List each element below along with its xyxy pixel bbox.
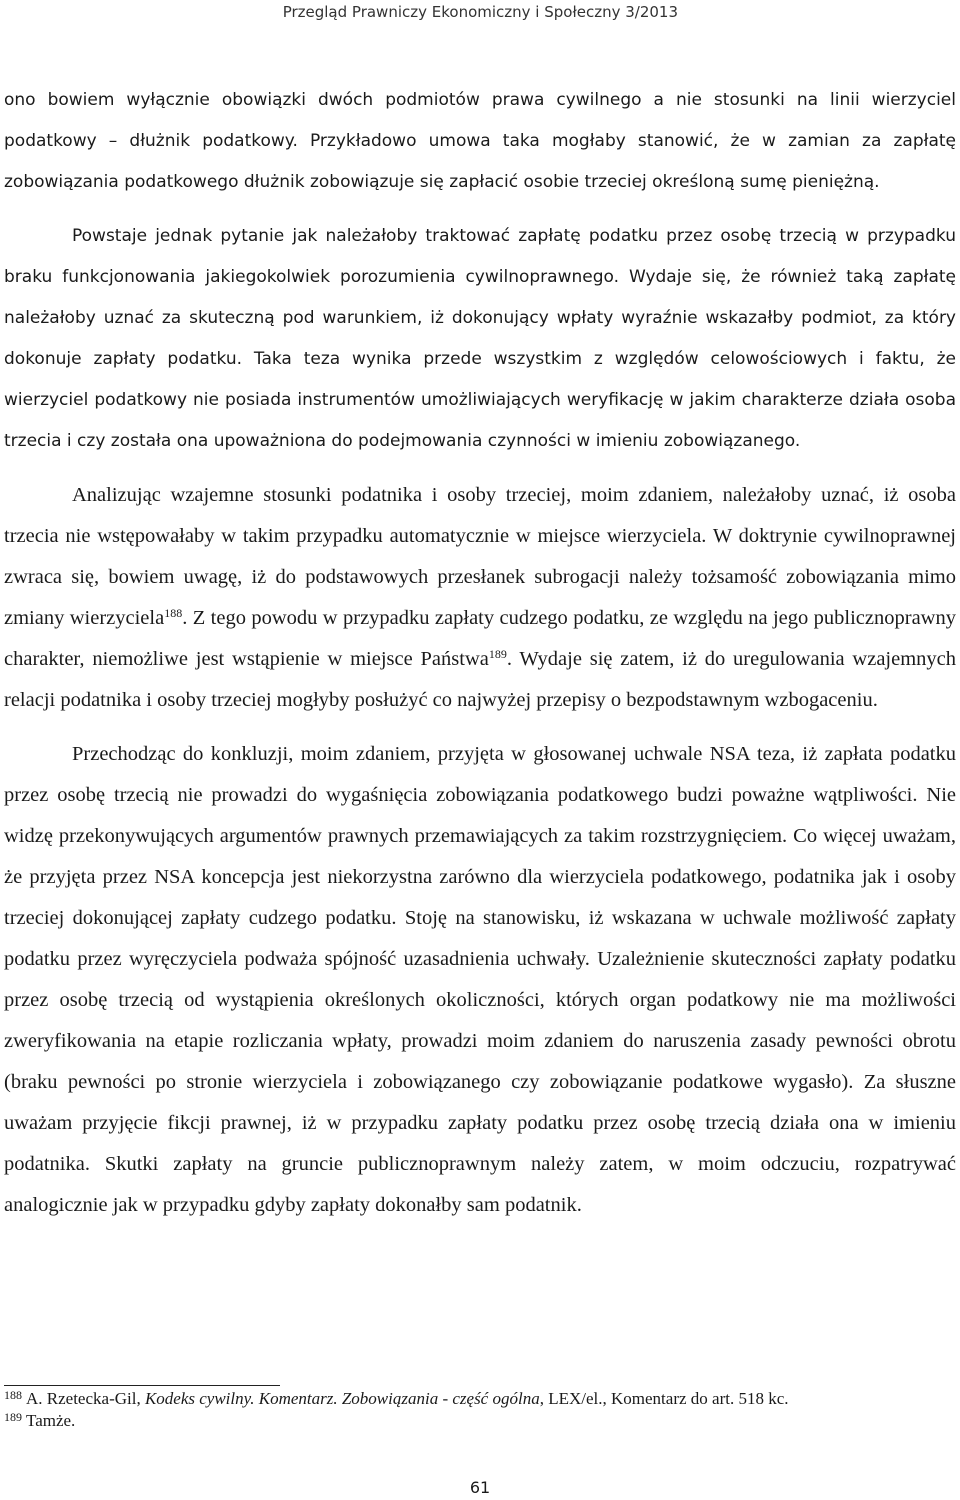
- footnote-188: [4, 1388, 954, 1410]
- paragraph-3-part-2: . Z tego powodu w przypadku zapłaty cudzego podatku, ze względu na jego publicznoprawny charakter, niemożliwe jest wstąpienie w miejsce Państwa: [4, 607, 956, 670]
- main-text: [4, 80, 956, 1226]
- page-number: 61: [469, 1478, 491, 1497]
- footnote-text: A. Rzetecka-Gil,: [26, 1389, 145, 1408]
- footnote-number: 189: [4, 1409, 22, 1424]
- paragraph-4: Przechodząc do konkluzji, moim zdaniem, przyjęta w głosowanej uchwale NSA teza, iż zapłata podatku przez osobę trzecią nie prowadzi do wygaśnięcia zobowiązania podatkowego budzi poważne wątpliwości. Nie widzę przekonywujących argumentów prawnych przemawiających za takim rozstrzygnięciem. Co więcej uważam, że przyjęta przez NSA koncepcja jest niekorzystna zarówno dla wierzyciela podatkowego, podatnika jak i osoby trzeciej dokonującej zapłaty cudzego podatku. Stoję na stanowisku, iż wskazana w uchwale możliwość zapłaty podatku przez wyręczyciela podważa spójność uzasadnienia uchwały. Uzależnienie skuteczności zapłaty podatku przez osobę trzecią od wystąpienia określonych okoliczności, których organ podatkowy nie ma możliwości zweryfikowania na etapie rozliczania wpłaty, prowadzi moim zdaniem do naruszenia zasady pewności obrotu (braku pewności po stronie wierzyciela i zobowiązanego czy zobowiązanie podatkowe wygasło). Za słuszne uważam przyjęcie fikcji prawnej, iż w przypadku zapłaty podatku przez osobę trzecią działa ona w imieniu podatnika. Skutki zapłaty na gruncie publicznoprawnym należy zatem, w moim odczuciu, rozpatrywać analogicznie jak w przypadku gdyby zapłaty dokonałby sam podatnik.: [4, 743, 956, 1216]
- footnote-separator: [4, 1385, 280, 1386]
- paragraph-3-part-1: Analizując wzajemne stosunki podatnika i osoby trzeciej, moim zdaniem, należałoby uznać, iż osoba trzecia nie wstępowałaby w takim przypadku automatycznie w miejsce wierzyciela. W doktrynie cywilnoprawnej zwraca się, bowiem uwagę, iż do podstawowych przesłanek subrogacji należy tożsamość zobowiązania mimo zmiany wierzyciela: [4, 484, 956, 629]
- running-header: Przegląd Prawniczy Ekonomiczny i Społeczny 3/2013: [282, 3, 678, 21]
- footnote-ref-189[interactable]: 189: [488, 646, 507, 661]
- paragraph-3: [4, 475, 956, 721]
- footnote-ref-188[interactable]: 188: [164, 605, 183, 620]
- footnote-text: , LEX/el., Komentarz do art. 518 kc.: [539, 1389, 789, 1408]
- footnotes: [4, 1388, 954, 1432]
- footnote-text: Tamże.: [26, 1411, 76, 1430]
- paragraph-3-part-3: . Wydaje się zatem, iż do uregulowania wzajemnych relacji podatnika i osoby trzeciej mogłyby posłużyć co najwyżej przepisy o bezpodstawnym wzbogaceniu.: [4, 648, 957, 711]
- paragraph-2: Powstaje jednak pytanie jak należałoby traktować zapłatę podatku przez osobę trzecią w przypadku braku funkcjonowania jakiegokolwiek porozumienia cywilnoprawnego. Wydaje się, że również taką zapłatę należałoby uznać za skuteczną pod warunkiem, iż dokonujący wpłaty wyraźnie wskazałby podmiot, za który dokonuje zapłaty podatku. Taka teza wynika przede wszystkim z względów celowościowych i faktu, że wierzyciel podatkowy nie posiada instrumentów umożliwiających weryfikację w jakim charakterze działa osoba trzecia i czy została ona upoważniona do podejmowania czynności w imieniu zobowiązanego.: [4, 226, 956, 451]
- footnote-189: [4, 1410, 954, 1432]
- footnote-title: Kodeks cywilny. Komentarz. Zobowiązania - część ogólna: [144, 1389, 540, 1408]
- paragraph-1: ono bowiem wyłącznie obowiązki dwóch podmiotów prawa cywilnego a nie stosunki na linii wierzyciel podatkowy – dłużnik podatkowy. Przykładowo umowa taka mogłaby stanowić, że w zamian za zapłatę zobowiązania podatkowego dłużnik zobowiązuje się zapłacić osobie trzeciej określoną sumę pieniężną.: [4, 90, 956, 192]
- footnote-number: 188: [4, 1387, 22, 1402]
